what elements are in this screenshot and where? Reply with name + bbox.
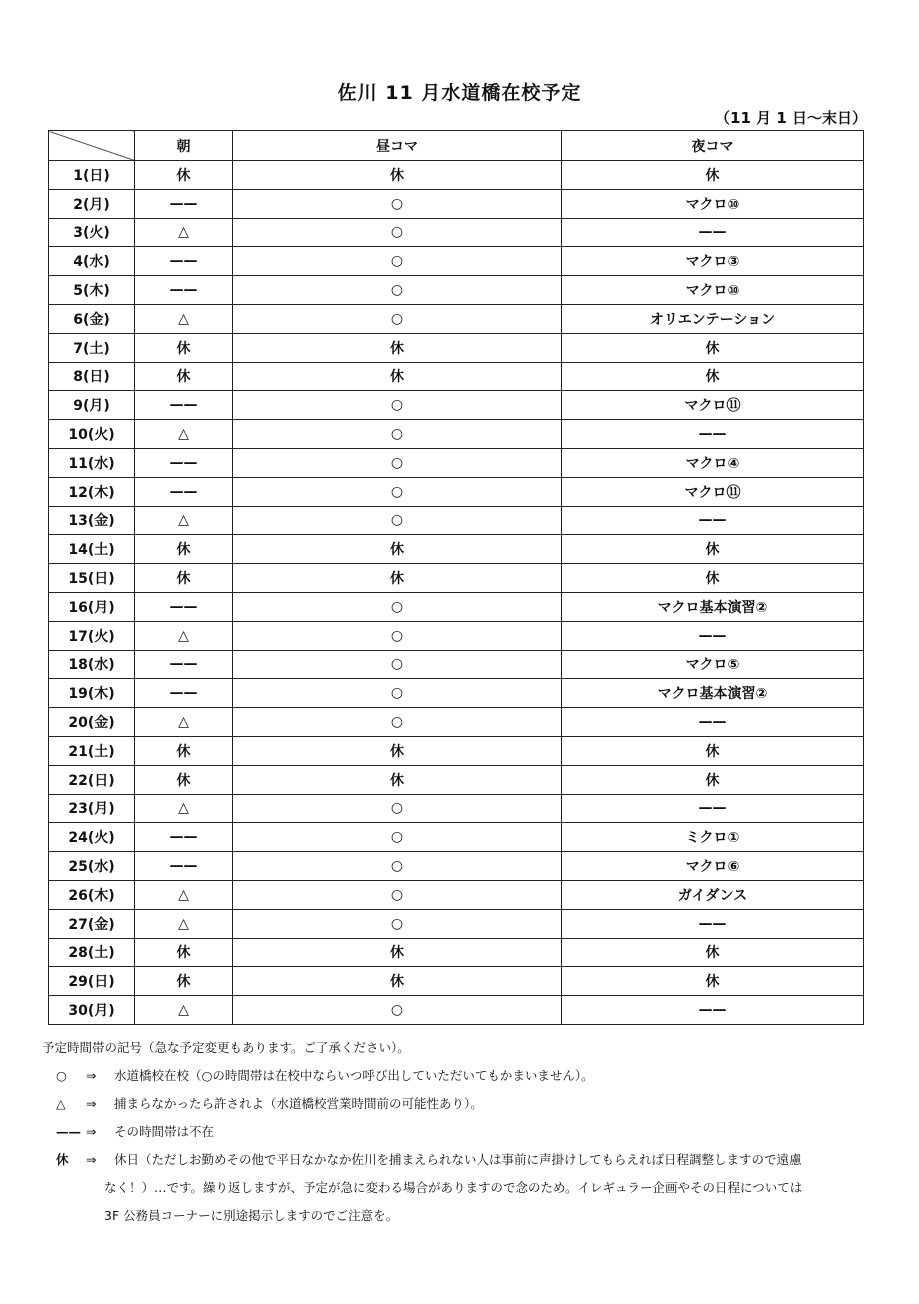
noon-cell: ○ <box>233 909 562 938</box>
noon-cell: 休 <box>233 535 562 564</box>
header-night: 夜コマ <box>562 131 864 161</box>
morning-cell: 休 <box>135 161 233 190</box>
schedule-row <box>49 420 864 449</box>
morning-cell: —— <box>135 247 233 276</box>
schedule-row <box>49 362 864 391</box>
legend-item <box>42 1090 872 1118</box>
morning-cell: —— <box>135 276 233 305</box>
night-cell: 休 <box>562 736 864 765</box>
night-cell: 休 <box>562 362 864 391</box>
night-cell: 休 <box>562 535 864 564</box>
date-cell: 10(火) <box>49 420 135 449</box>
schedule-row <box>49 391 864 420</box>
noon-cell: ○ <box>233 391 562 420</box>
schedule-row <box>49 909 864 938</box>
night-cell: —— <box>562 996 864 1025</box>
night-cell: 休 <box>562 333 864 362</box>
legend-symbol: 休 <box>56 1152 69 1167</box>
night-cell: マクロ⑩ <box>562 189 864 218</box>
night-cell: 休 <box>562 161 864 190</box>
schedule-row <box>49 765 864 794</box>
date-cell: 1(日) <box>49 161 135 190</box>
morning-cell: △ <box>135 420 233 449</box>
morning-cell: △ <box>135 218 233 247</box>
morning-cell: —— <box>135 189 233 218</box>
noon-cell: ○ <box>233 880 562 909</box>
night-cell: マクロ基本演習② <box>562 592 864 621</box>
header-row <box>49 131 864 161</box>
date-cell: 30(月) <box>49 996 135 1025</box>
morning-cell: 休 <box>135 535 233 564</box>
date-cell: 14(土) <box>49 535 135 564</box>
date-cell: 19(木) <box>49 679 135 708</box>
night-cell: マクロ基本演習② <box>562 679 864 708</box>
schedule-row <box>49 823 864 852</box>
schedule-row <box>49 448 864 477</box>
legend-text: 捕まらなかったら許されよ（水道橋校営業時間前の可能性あり）。 <box>114 1096 483 1111</box>
noon-cell: 休 <box>233 362 562 391</box>
morning-cell: 休 <box>135 362 233 391</box>
schedule-row <box>49 506 864 535</box>
schedule-row <box>49 304 864 333</box>
noon-cell: ○ <box>233 592 562 621</box>
schedule-row <box>49 621 864 650</box>
schedule-row <box>49 333 864 362</box>
date-cell: 20(金) <box>49 708 135 737</box>
date-cell: 18(水) <box>49 650 135 679</box>
date-cell: 23(月) <box>49 794 135 823</box>
date-cell: 2(月) <box>49 189 135 218</box>
date-cell: 11(水) <box>49 448 135 477</box>
noon-cell: ○ <box>233 304 562 333</box>
morning-cell: △ <box>135 304 233 333</box>
noon-cell: ○ <box>233 650 562 679</box>
date-cell: 17(火) <box>49 621 135 650</box>
night-cell: ガイダンス <box>562 880 864 909</box>
night-cell: —— <box>562 909 864 938</box>
header-morning: 朝 <box>135 131 233 161</box>
morning-cell: △ <box>135 909 233 938</box>
night-cell: ミクロ① <box>562 823 864 852</box>
date-cell: 6(金) <box>49 304 135 333</box>
date-cell: 3(火) <box>49 218 135 247</box>
date-cell: 28(土) <box>49 938 135 967</box>
noon-cell: ○ <box>233 247 562 276</box>
noon-cell: ○ <box>233 276 562 305</box>
noon-cell: ○ <box>233 708 562 737</box>
morning-cell: △ <box>135 506 233 535</box>
night-cell: マクロ⑥ <box>562 852 864 881</box>
arrow-icon: ⇒ <box>86 1124 97 1139</box>
header-corner <box>49 131 135 161</box>
date-cell: 25(水) <box>49 852 135 881</box>
morning-cell: —— <box>135 679 233 708</box>
schedule-row <box>49 535 864 564</box>
morning-cell: —— <box>135 852 233 881</box>
date-cell: 12(木) <box>49 477 135 506</box>
noon-cell: 休 <box>233 938 562 967</box>
morning-cell: 休 <box>135 967 233 996</box>
date-cell: 9(月) <box>49 391 135 420</box>
legend-continuation: 3F 公務員コーナーに別途掲示しますのでご注意を。 <box>104 1208 399 1223</box>
legend-text: 休日（ただしお勤めその他で平日なかなか佐川を捕まえられない人は事前に声掛けしてもらえれば日程調整しますので遠慮 <box>114 1152 802 1167</box>
noon-cell: ○ <box>233 506 562 535</box>
noon-cell: ○ <box>233 218 562 247</box>
legend-symbol: △ <box>56 1096 66 1111</box>
morning-cell: —— <box>135 448 233 477</box>
night-cell: 休 <box>562 765 864 794</box>
morning-cell: 休 <box>135 333 233 362</box>
legend-item <box>42 1062 872 1090</box>
night-cell: —— <box>562 420 864 449</box>
schedule-row <box>49 247 864 276</box>
night-cell: マクロ⑩ <box>562 276 864 305</box>
night-cell: —— <box>562 218 864 247</box>
date-cell: 5(木) <box>49 276 135 305</box>
noon-cell: ○ <box>233 420 562 449</box>
arrow-icon: ⇒ <box>86 1068 97 1083</box>
schedule-row <box>49 477 864 506</box>
noon-cell: 休 <box>233 967 562 996</box>
morning-cell: 休 <box>135 938 233 967</box>
schedule-row <box>49 938 864 967</box>
schedule-row <box>49 880 864 909</box>
legend <box>42 1034 872 1230</box>
morning-cell: —— <box>135 391 233 420</box>
schedule-row <box>49 794 864 823</box>
noon-cell: 休 <box>233 736 562 765</box>
schedule-row <box>49 161 864 190</box>
schedule-row <box>49 967 864 996</box>
morning-cell: 休 <box>135 564 233 593</box>
date-range: （11 月 1 日～末日） <box>715 109 867 127</box>
night-cell: —— <box>562 506 864 535</box>
schedule-row <box>49 736 864 765</box>
night-cell: マクロ⑪ <box>562 391 864 420</box>
date-cell: 24(火) <box>49 823 135 852</box>
morning-cell: △ <box>135 794 233 823</box>
schedule-row <box>49 708 864 737</box>
date-cell: 22(日) <box>49 765 135 794</box>
schedule-row <box>49 996 864 1025</box>
morning-cell: 休 <box>135 736 233 765</box>
date-cell: 15(日) <box>49 564 135 593</box>
morning-cell: —— <box>135 592 233 621</box>
night-cell: オリエンテーション <box>562 304 864 333</box>
morning-cell: —— <box>135 823 233 852</box>
night-cell: —— <box>562 621 864 650</box>
date-cell: 13(金) <box>49 506 135 535</box>
date-cell: 26(木) <box>49 880 135 909</box>
noon-cell: 休 <box>233 161 562 190</box>
schedule-row <box>49 592 864 621</box>
noon-cell: 休 <box>233 564 562 593</box>
night-cell: マクロ④ <box>562 448 864 477</box>
legend-item <box>42 1118 872 1146</box>
date-cell: 8(日) <box>49 362 135 391</box>
morning-cell: △ <box>135 996 233 1025</box>
noon-cell: 休 <box>233 333 562 362</box>
night-cell: マクロ⑤ <box>562 650 864 679</box>
date-cell: 29(日) <box>49 967 135 996</box>
legend-symbol: ○ <box>56 1068 67 1083</box>
night-cell: マクロ③ <box>562 247 864 276</box>
header-noon: 昼コマ <box>233 131 562 161</box>
date-cell: 16(月) <box>49 592 135 621</box>
arrow-icon: ⇒ <box>86 1152 97 1167</box>
date-cell: 7(土) <box>49 333 135 362</box>
schedule-row <box>49 852 864 881</box>
noon-cell: ○ <box>233 996 562 1025</box>
night-cell: 休 <box>562 564 864 593</box>
arrow-icon: ⇒ <box>86 1096 97 1111</box>
schedule-row <box>49 218 864 247</box>
date-cell: 21(土) <box>49 736 135 765</box>
legend-symbol: —— <box>56 1124 81 1139</box>
page-title: 佐川 11 月水道橋在校予定 <box>337 82 582 104</box>
schedule-row <box>49 679 864 708</box>
noon-cell: ○ <box>233 852 562 881</box>
morning-cell: △ <box>135 880 233 909</box>
schedule-table <box>48 130 864 1025</box>
noon-cell: ○ <box>233 679 562 708</box>
legend-continuation: なく！）…です。繰り返しますが、予定が急に変わる場合がありますので念のため。イレギュラー企画やその日程については <box>104 1180 803 1195</box>
morning-cell: △ <box>135 708 233 737</box>
morning-cell: —— <box>135 650 233 679</box>
legend-item <box>42 1146 872 1174</box>
legend-text: その時間帯は不在 <box>114 1124 215 1139</box>
morning-cell: △ <box>135 621 233 650</box>
date-cell: 27(金) <box>49 909 135 938</box>
night-cell: 休 <box>562 967 864 996</box>
night-cell: マクロ⑪ <box>562 477 864 506</box>
schedule-row <box>49 189 864 218</box>
legend-text: 水道橋校在校（○の時間帯は在校中ならいつ呼び出していただいてもかまいません）。 <box>114 1068 594 1083</box>
noon-cell: ○ <box>233 621 562 650</box>
morning-cell: —— <box>135 477 233 506</box>
noon-cell: ○ <box>233 823 562 852</box>
night-cell: 休 <box>562 938 864 967</box>
noon-cell: ○ <box>233 794 562 823</box>
schedule-row <box>49 650 864 679</box>
noon-cell: ○ <box>233 477 562 506</box>
schedule-row <box>49 276 864 305</box>
legend-intro: 予定時間帯の記号（急な予定変更もあります。ご了承ください）。 <box>42 1040 410 1055</box>
night-cell: —— <box>562 708 864 737</box>
schedule-row <box>49 564 864 593</box>
night-cell: —— <box>562 794 864 823</box>
noon-cell: 休 <box>233 765 562 794</box>
noon-cell: ○ <box>233 448 562 477</box>
noon-cell: ○ <box>233 189 562 218</box>
morning-cell: 休 <box>135 765 233 794</box>
date-cell: 4(水) <box>49 247 135 276</box>
